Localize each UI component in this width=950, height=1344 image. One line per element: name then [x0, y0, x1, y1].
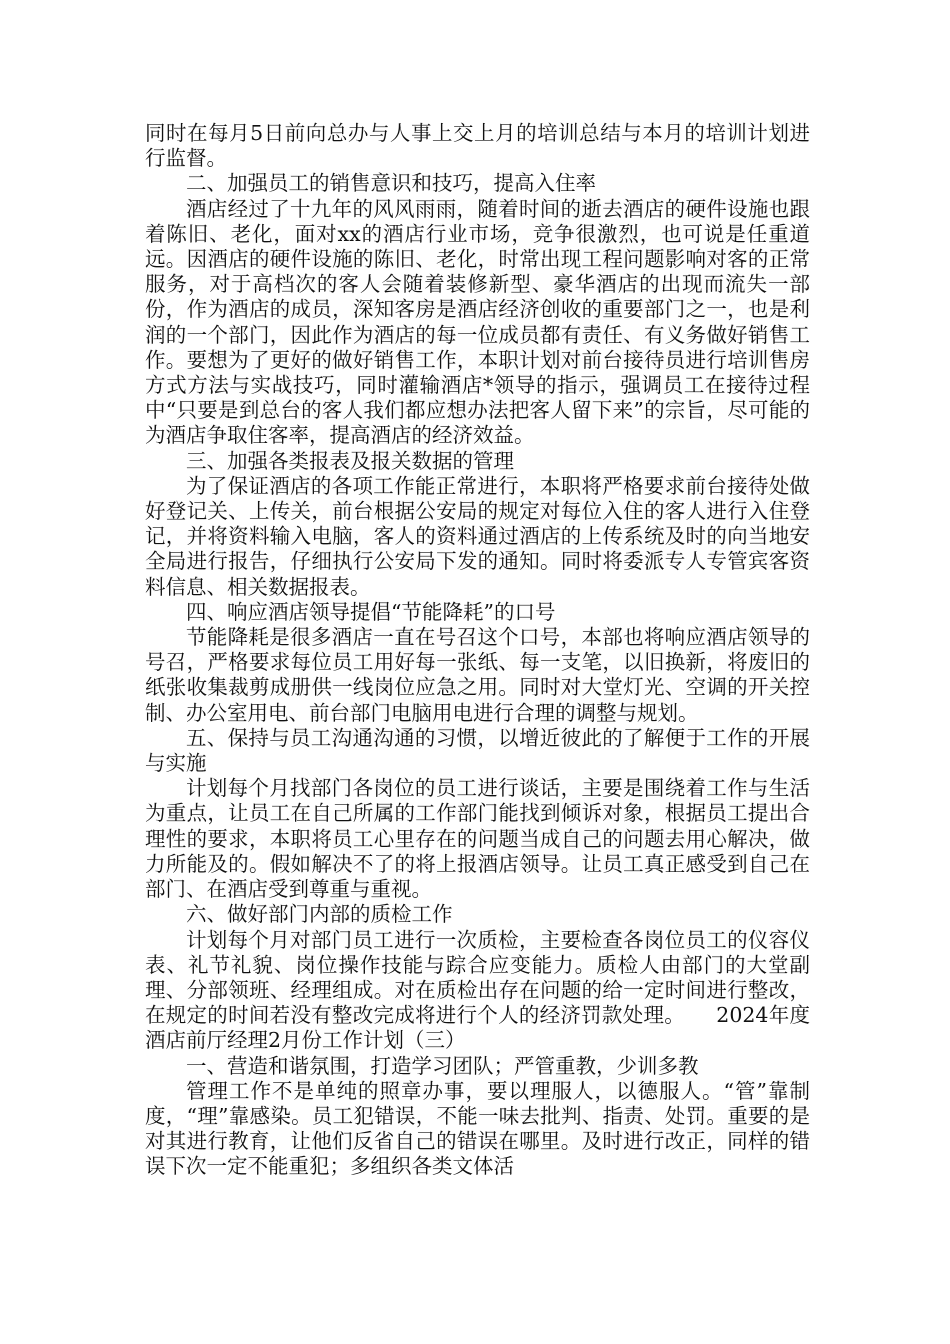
paragraph-management: 管理工作不是单纯的照章办事，要以理服人，以德服人。“管”靠制度，“理”靠感染。员工犯错误，不能一味去批判、指责、处罚。重要的是对其进行教育，让他们反省自己的错误在哪里。及时进行改正，同样的错误下次一定不能重犯；多组织各类文体活 — [145, 1078, 810, 1179]
document-body — [145, 121, 810, 1180]
section-heading-6: 六、做好部门内部的质检工作 — [186, 902, 453, 927]
paragraph-energy-saving: 节能降耗是很多酒店一直在号召这个口号，本部也将响应酒店领导的号召，严格要求每位员工用好每一张纸、每一支笔，以旧换新，将废旧的纸张收集裁剪成册供一线岗位应急之用。同时对大堂灯光、空调的开关控制、办公室用电、前台部门电脑用电进行合理的调整与规划。 — [145, 625, 810, 725]
section-heading-3: 三、加强各类报表及报关数据的管理 — [186, 448, 514, 473]
section-heading-4: 四、响应酒店领导提倡“节能降耗”的口号 — [186, 599, 556, 624]
section-heading-2: 二、加强员工的销售意识和技巧，提高入住率 — [186, 171, 596, 196]
section-heading-1-part3: 一、营造和谐氛围，打造学习团队；严管重教，少训多教 — [186, 1053, 699, 1078]
section-heading-5: 五、保持与员工沟通沟通的习惯，以增近彼此的了解便于工作的开展与实施 — [145, 725, 810, 776]
paragraph-quality-check: 计划每个月对部门员工进行一次质检，主要检查各岗位员工的仪容仪表、礼节礼貌、岗位操作技能与踪合应变能力。质检人由部门的大堂副理、分部领班、经理组成。对在质检出存在问题的给一定时间进行整改，在规定的时间若没有整改完成将进行个人的经济罚款处理。 2024年度酒店前厅经理2月份工作计划（三） — [145, 927, 810, 1053]
paragraph-continued: 同时在每月5日前向总办与人事上交上月的培训总结与本月的培训计划进行监督。 — [145, 121, 810, 171]
paragraph-sales: 酒店经过了十九年的风风雨雨，随着时间的逝去酒店的硬件设施也跟着陈旧、老化，面对xx的酒店行业市场，竞争很激烈，也可说是任重道远。因酒店的硬件设施的陈旧、老化，时常出现工程问题影响对客的正常服务，对于高档次的客人会随着装修新型、豪华酒店的出现而流失一部份，作为酒店的成员，深知客房是酒店经济创收的重要部门之一，也是利润的一个部门，因此作为酒店的每一位成员都有责任、有义务做好销售工作。要想为了更好的做好销售工作，本职计划对前台接待员进行培训售房方式方法与实战技巧，同时灌输酒店*领导的指示，强调员工在接待过程中“只要是到总台的客人我们都应想办法把客人留下来”的宗旨，尽可能的为酒店争取住客率，提高酒店的经济效益。 — [145, 196, 810, 448]
paragraph-communication: 计划每个月找部门各岗位的员工进行谈话，主要是围绕着工作与生活为重点，让员工在自己所属的工作部门能找到倾诉对象，根据员工提出合理性的要求，本职将员工心里存在的问题当成自己的问题去用心解决，做力所能及的。假如解决不了的将上报酒店领导。让员工真正感受到自己在部门、在酒店受到尊重与重视。 — [145, 776, 810, 902]
paragraph-reports: 为了保证酒店的各项工作能正常进行，本职将严格要求前台接待处做好登记关、上传关，前台根据公安局的规定对每位入住的客人进行入住登记，并将资料输入电脑，客人的资料通过酒店的上传系统及时的向当地安全局进行报告，仔细执行公安局下发的通知。同时将委派专人专管宾客资料信息、相关数据报表。 — [145, 473, 810, 599]
